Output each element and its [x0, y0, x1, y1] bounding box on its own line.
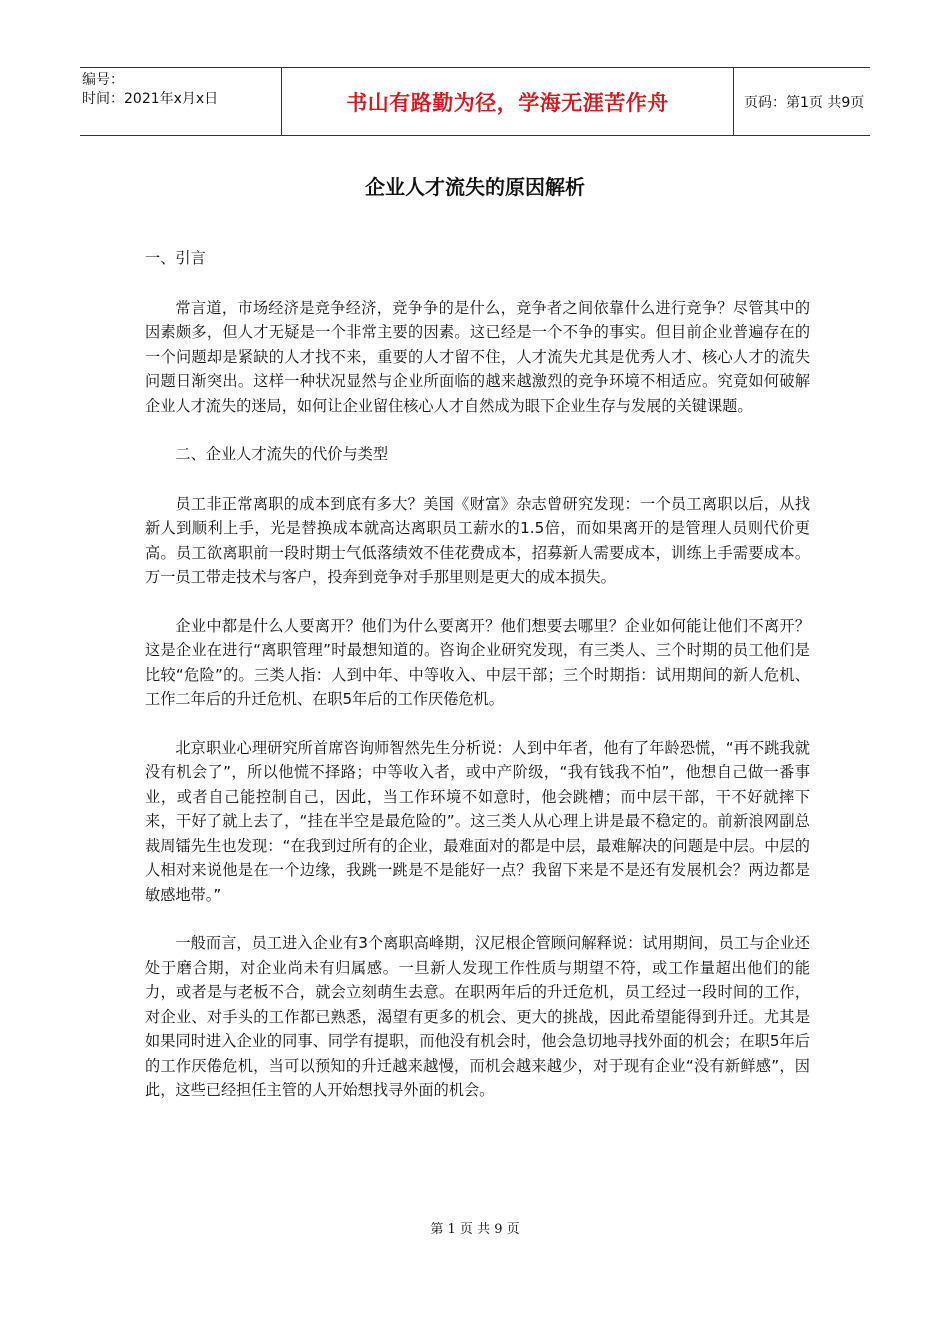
header-meta: [80, 68, 279, 135]
section-heading-intro: 一、引言: [145, 249, 206, 267]
paragraph: 员工非正常离职的成本到底有多大？美国《财富》杂志曾研究发现：一个员工离职以后，从找新人到顺利上手，光是替换成本就高达离职员工薪水的1.5倍，而如果离开的是管理人员则代价更高。员工欲离职前一段时期士气低落绩效不佳花费成本，招募新人需要成本，训练上手需要成本。万一员工带走技术与客户，投奔到竞争对手那里则是更大的成本损失。: [145, 494, 810, 586]
document-date: 时间：2021年x月x日: [82, 91, 219, 107]
paragraph: 常言道，市场经济是竞争经济，竞争争的是什么，竞争者之间依靠什么进行竞争？尽管其中的因素颇多，但人才无疑是一个非常主要的因素。这已经是一个不争的事实。但目前企业普遍存在的一个问题却是紧缺的人才找不来，重要的人才留不住，人才流失尤其是优秀人才、核心人才的流失问题日渐突出。这样一种状况显然与企业所面临的越来越激烈的竞争环境不相适应。究竟如何破解企业人才流失的迷局，如何让企业留住核心人才自然成为眼下企业生存与发展的关键课题。: [145, 298, 810, 415]
paragraph: 一般而言，员工进入企业有3个离职高峰期，汉尼根企管顾问解释说：试用期间，员工与企业还处于磨合期，对企业尚未有归属感。一旦新人发现工作性质与期望不符，或工作量超出他们的能力，或者是与老板不合，就会立刻萌生去意。在职两年后的升迁危机，员工经过一段时间的工作，对企业、对手头的工作都已熟悉，渴望有更多的机会、更大的挑战，因此希望能得到升迁。尤其是如果同时进入企业的同事、同学有提职，而他没有机会时，他会急切地寻找外面的机会；在职5年后的工作厌倦危机，当可以预知的升迁越来越慢，而机会越来越少，对于现有企业“没有新鲜感”，因此，这些已经担任主管的人开始想找寻外面的机会。: [145, 934, 810, 1099]
page-header: [80, 67, 870, 136]
section-heading-cost: 二、企业人才流失的代价与类型: [175, 445, 389, 463]
header-motto: 书山有路勤为径，学海无涯苦作舟: [281, 68, 734, 135]
document-body: [145, 246, 810, 1127]
document-title: 企业人才流失的原因解析: [365, 175, 585, 199]
paragraph: 企业中都是什么人要离开？他们为什么要离开？他们想要去哪里？企业如何能让他们不离开？这是企业在进行“离职管理”时最想知道的。咨询企业研究发现，有三类人、三个时期的员工他们是比较“危险”的。三类人指：人到中年、中等收入、中层干部；三个时期指：试用期间的新人危机、工作二年后的升迁危机、在职5年后的工作厌倦危机。: [145, 616, 810, 708]
paragraph: 北京职业心理研究所首席咨询师智然先生分析说：人到中年者，他有了年龄恐慌，“再不跳我就没有机会了”，所以他慌不择路；中等收入者，或中产阶级，“我有钱我不怕”，他想自己做一番事业，或者自己能控制自己，因此，当工作环境不如意时，他会跳槽；而中层干部，干不好就摔下来，干好了就上去了，“挂在半空是最危险的”。这三类人从心理上讲是最不稳定的。前新浪网副总裁周镭先生也发现：“在我到过所有的企业，最难面对的都是中层，最难解决的问题是中层。中层的人相对来说他是在一个边缘，我跳一跳是不是能好一点？我留下来是不是还有发展机会？两边都是敏感地带。”: [145, 738, 810, 904]
document-number-label: 编号：: [82, 72, 124, 88]
header-page-info: 页码：第1页 共9页: [744, 94, 865, 111]
page-footer: 第 1 页 共 9 页: [430, 1222, 520, 1237]
